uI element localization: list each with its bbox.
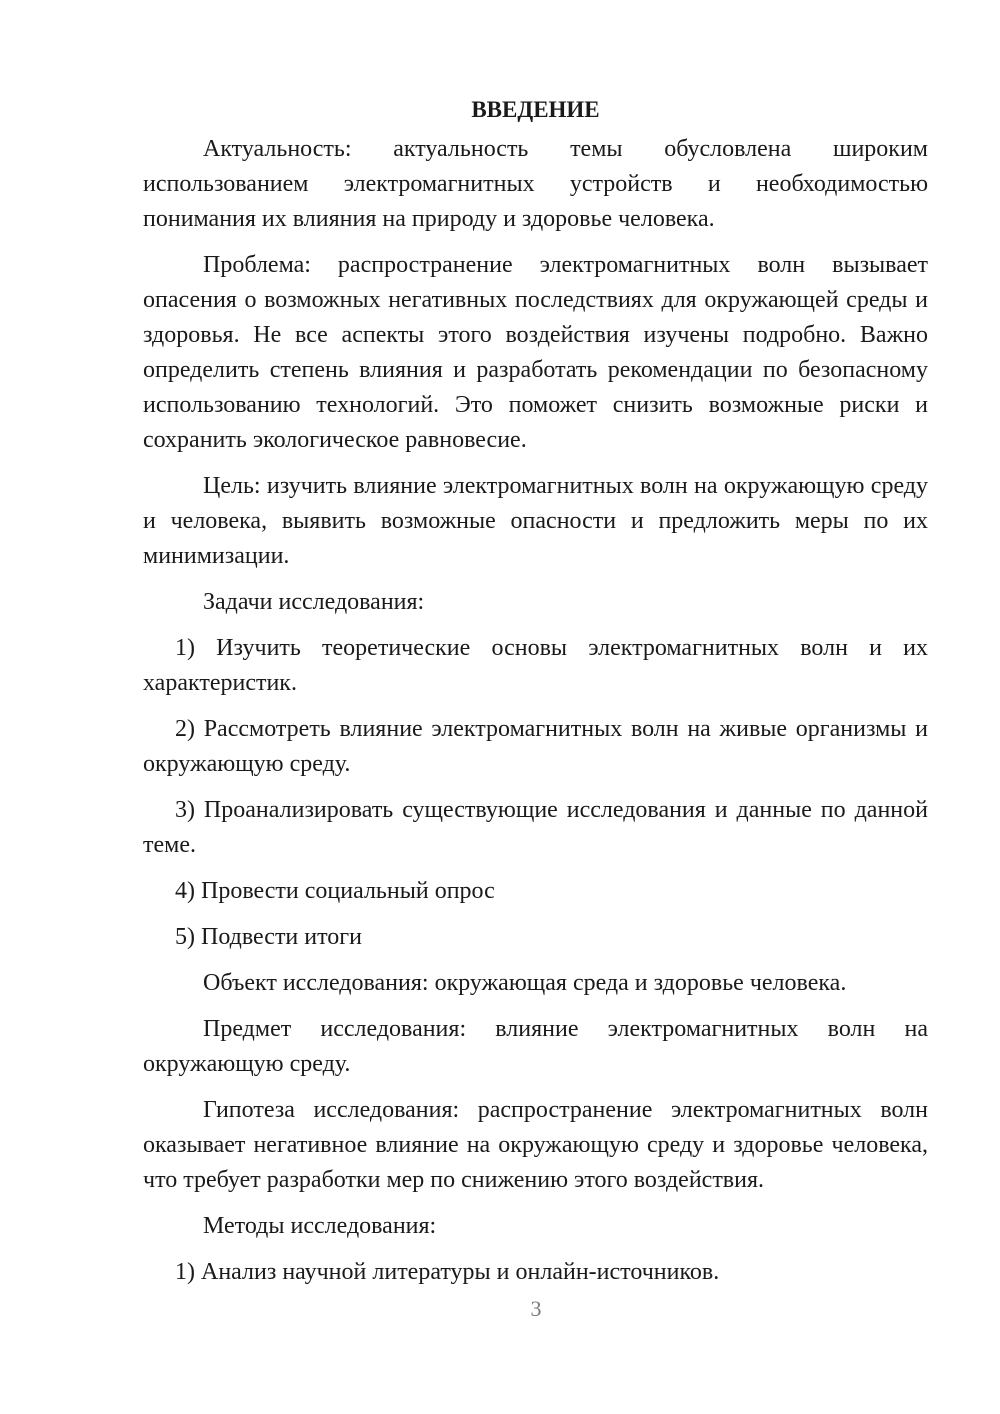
paragraph-relevance: Актуальность: актуальность темы обусловлена широким использованием электромагнитных устройств и необходимостью понимания их влияния на природу и здоровье человека. bbox=[143, 136, 928, 232]
tasks-heading: Задачи исследования: bbox=[203, 589, 425, 615]
method-item-1: 1) Анализ научной литературы и онлайн-источников. bbox=[175, 1259, 720, 1285]
paragraph-goal: Цель: изучить влияние электромагнитных волн на окружающую среду и человека, выявить возможные опасности и предложить меры по их минимизации. bbox=[143, 473, 928, 569]
paragraph-object: Объект исследования: окружающая среда и здоровье человека. bbox=[203, 970, 847, 996]
paragraph-problem: Проблема: распространение электромагнитных волн вызывает опасения о возможных негативных последствиях для окружающей среды и здоровья. Не все аспекты этого воздействия изучены подробно. Важно определить степень влияния и разработать рекомендации по безопасному использованию технологий. Это поможет снизить возможные риски и сохранить экологическое равновесие. bbox=[143, 252, 928, 453]
task-item-2: 2) Рассмотреть влияние электромагнитных волн на живые организмы и окружающую среду. bbox=[143, 716, 928, 777]
paragraph-hypothesis: Гипотеза исследования: распространение электромагнитных волн оказывает негативное влияние на окружающую среду и здоровье человека, что требует разработки мер по снижению этого воздействия. bbox=[143, 1097, 928, 1193]
document-body bbox=[143, 92, 928, 1290]
task-item-3: 3) Проанализировать существующие исследования и данные по данной теме. bbox=[143, 797, 928, 858]
section-title: ВВЕДЕНИЕ bbox=[471, 97, 600, 122]
task-item-5: 5) Подвести итоги bbox=[175, 924, 362, 950]
methods-heading: Методы исследования: bbox=[203, 1213, 437, 1239]
page-number: 3 bbox=[530, 1296, 542, 1321]
task-item-1: 1) Изучить теоретические основы электромагнитных волн и их характеристик. bbox=[143, 635, 928, 696]
paragraph-subject: Предмет исследования: влияние электромагнитных волн на окружающую среду. bbox=[143, 1016, 928, 1077]
task-item-4: 4) Провести социальный опрос bbox=[175, 878, 495, 904]
